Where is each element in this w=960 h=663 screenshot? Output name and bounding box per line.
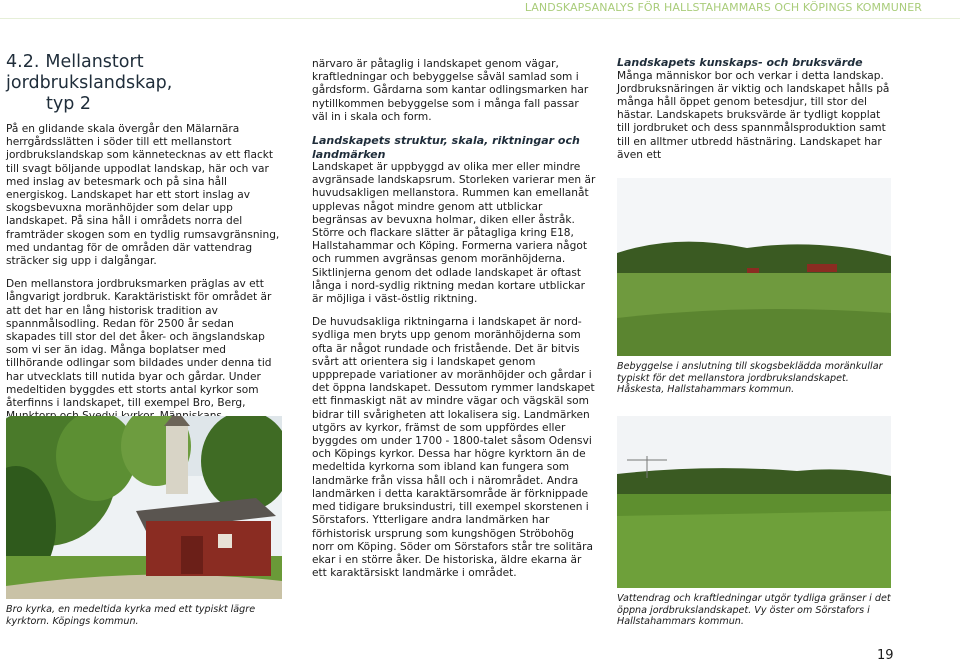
landmarks-paragraph: De huvudsakliga riktningarna i landskapet är nord-sydliga men bryts upp genom moränhöjderna som ofta är något rundade och fristående. Det är bitvis svårt att orientera sig i landskapet genom uppprepade variationer av moränhöjder och gårdar i det öppna landskapet. Dessutom rymmer landskapet ett finmaskigt nät av mindre vägar och vägskäl som bidrar till svårigheten att lokalisera sig. Landmärken utgörs av kyrkor, främst de som uppfördes eller byggdes om under 1700 - 1800-talet såsom Odensvi och Köpings kyrkor. Dessa har högre kyrktorn än de medeltida kyrkorna som ibland kan fungera som landmärke från vissa håll och i närområdet. Andra landmärken i detta karaktärsområde är förknippade med tidigare bruksindustri, till exempel skorstenen i Sörstafors. Ytterligare andra landmärken har förhistorisk ursprung som kungshögen Ströbohög norr om Köping. Söder om Sörstafors står tre solitära ekar i en större åker. De historiska, äldre ekarna är ett karaktärsiskt landmärke i området. bbox=[312, 316, 595, 580]
running-header bbox=[0, 0, 960, 22]
values-paragraph: Många människor bor och verkar i detta landskap. Jordbruksnäringen är viktig och landskapet hålls på många håll öppet genom betesdjur, till stor del hästar. Landskapets bruksvärde är tydligt kopplat till jordbruket och dess spannmålsproduktion samt till en alltmer utbredd hästnäring. Landskapet har även ett bbox=[617, 69, 890, 161]
column-middle bbox=[312, 58, 596, 590]
church-photo-caption: Bro kyrka, en medeltida kyrka med ett typiskt lägre kyrktorn. Köpings kommun. bbox=[6, 604, 256, 627]
values-heading: Landskapets kunskaps- och bruksvärde bbox=[617, 56, 863, 69]
field-photo-caption: Vattendrag och kraftledningar utgör tydliga gränser i det öppna jordbrukslandskapet. Vy öster om Sörstafors i Hallstahammars kommun. bbox=[617, 593, 891, 628]
header-divider bbox=[0, 18, 960, 19]
section-number: 4.2. bbox=[6, 52, 40, 72]
history-paragraph: Den mellanstora jordbruksmarken präglas av ett långvarigt jordbruk. Karaktäristiskt för området är att det har en lång historisk tradition av spannmålsodling. Redan för 2500 år sedan skapades till stor del det åker- och ängslandskap som vi ser än idag. Många boplatser med tillhörande odlingar som bildades under denna tid har utvecklats till nutida byar och gårdar. Under medeltiden byggdes ett storts antal kyrkor som återfinns i landskapet, till exempel Bro, Berg, bbox=[6, 278, 272, 410]
running-title: LANDSKAPSANALYS FÖR HALLSTAHAMMARS OCH KÖPINGS KOMMUNER bbox=[524, 1, 922, 14]
farm-photo-caption: Bebyggelse i anslutning till skogsbeklädda moränkullar typiskt för det mellanstora jordbrukslandskapet. Håskesta, Hallstahammars kommun. bbox=[617, 361, 883, 396]
section-title-line2: typ 2 bbox=[46, 94, 92, 114]
section-title-line1: Mellanstort jordbrukslandskap, bbox=[6, 52, 173, 93]
open-field-photo bbox=[617, 416, 891, 588]
intro-paragraph: På en glidande skala övergår den Mälarnära herrgårdsslätten i söder till ett mellanstort jordbrukslandskap som kännetecknas av ett flackt till svagt böljande uppodlat landskap, här och var med inslag av betesmark och på sina håll energiskog. Landskapet har ett stort inslag av skogsbevuxna moränhöjder som delar upp landskapet. På sina håll i områdets norra del framträder skogen som en tydlig rumsavgränsning, med undantag för de områden där vattendrag sträcker sig upp i dalgångar. bbox=[6, 123, 280, 268]
section-title bbox=[6, 52, 282, 115]
presence-paragraph: närvaro är påtaglig i landskapet genom vägar, kraftledningar och bebyggelse såväl samlad som i gårdsform. Gårdarna som kantar odlingsmarken har nytillkommen bebyggelse som i många fall passar väl in i skala och form. bbox=[312, 58, 589, 123]
column-left bbox=[6, 52, 282, 433]
church-photo bbox=[6, 416, 282, 599]
column-right bbox=[617, 56, 895, 172]
structure-paragraph: Landskapet är uppbyggd av olika mer eller mindre avgränsade landskapsrum. Storleken varierar men är huvudsakligen mellanstora. Rummen kan emellanåt upplevas något mindre genom att utblickar begränsas av bevuxna holmar, diken eller åstråk. Större och flackare slätter är påtagliga kring E18, Hallstahammar och Köping. Formerna variera något och rummen avgränsas genom moränhöjderna. Siktlinjerna genom det odlade landskapet är oftast långa i nord-sydlig riktning medan kortare utblickar är möjliga i väst-östlig riktning. bbox=[312, 161, 596, 306]
structure-heading: Landskapets struktur, skala, riktningar och landmärken bbox=[312, 134, 580, 161]
farm-hills-photo bbox=[617, 178, 891, 356]
page-number: 19 bbox=[877, 648, 894, 663]
